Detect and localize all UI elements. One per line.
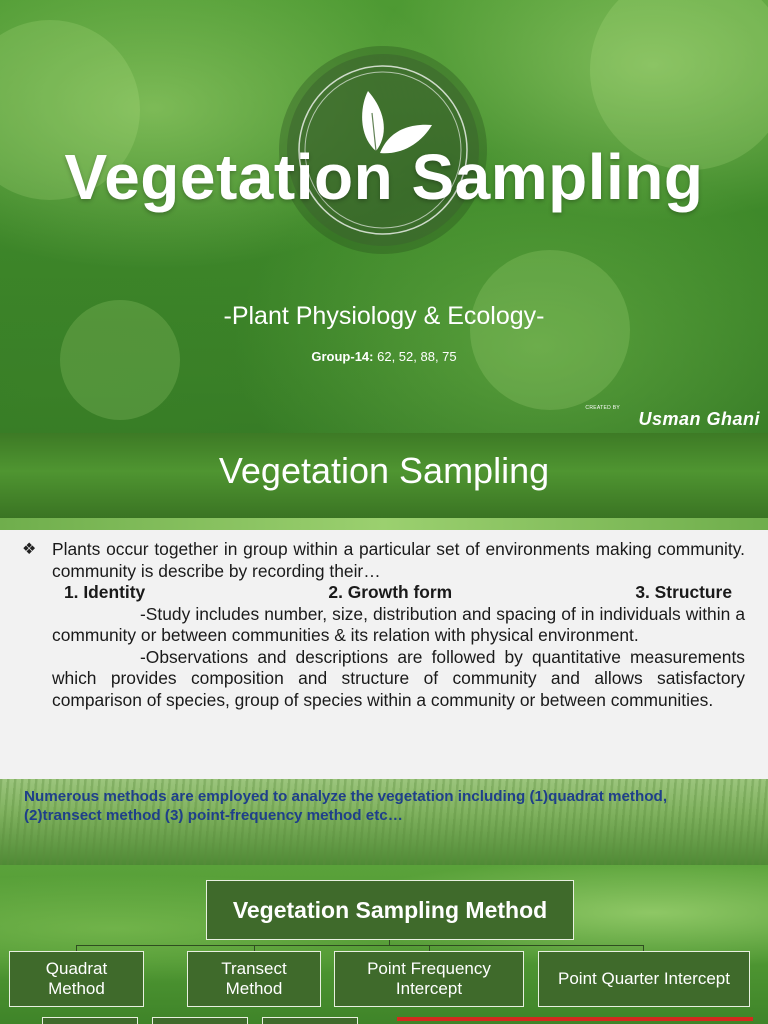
point-identity: 1. Identity — [64, 582, 146, 602]
slide-header — [0, 433, 768, 518]
transect-method-box — [187, 951, 321, 1007]
point-quarter-box — [538, 951, 750, 1007]
credit-label: CREATED BY — [585, 405, 620, 411]
diamond-bullet-icon: ❖ — [22, 541, 37, 558]
method-label: Method — [48, 979, 105, 998]
methods-summary: Numerous methods are employed to analyze the vegetation including (1)quadrat method, (2)transect method (3) point-frequency method etc… — [24, 788, 668, 824]
slide-title: Vegetation Sampling — [64, 141, 704, 213]
slide-footer — [0, 779, 768, 865]
group-numbers: 62, 52, 88, 75 — [373, 349, 457, 364]
author-name: Usman Ghani — [638, 409, 760, 429]
diagram-slide — [0, 865, 768, 1024]
method-label: Quadrat — [45, 959, 108, 978]
intro-text: Plants occur together in group within a particular set of environments making community. community is describe by recording their… — [52, 539, 745, 581]
study-paragraph: -Study includes number, size, distribution and spacing of in individuals within a community or between communities & its relation with physical environment. — [52, 603, 745, 645]
content-slide — [0, 433, 768, 865]
sub-method-box — [42, 1017, 138, 1024]
recording-points — [52, 582, 745, 604]
slide-heading: Vegetation Sampling — [218, 450, 550, 491]
method-label: Transect — [221, 959, 287, 978]
method-label: Intercept — [395, 979, 463, 998]
slide-subtitle: -Plant Physiology & Ecology- — [223, 302, 545, 330]
group-info — [0, 349, 768, 364]
observation-paragraph: -Observations and descriptions are followed by quantitative measurements which provides composition and structure of community and allows satisfactory comparison of species, group of species within a community or between communities. — [52, 646, 745, 710]
method-label: Point Frequency — [367, 959, 491, 978]
connector-line — [76, 945, 644, 946]
method-label: Method — [225, 979, 283, 998]
root-method-box: Vegetation Sampling Method — [206, 880, 574, 940]
accent-line — [397, 1017, 753, 1021]
method-label: Point Quarter Intercept — [558, 969, 730, 988]
sub-method-box — [152, 1017, 248, 1024]
point-structure: 3. Structure — [635, 582, 732, 602]
point-frequency-box — [334, 951, 524, 1007]
slide-body — [22, 539, 745, 711]
title-slide — [0, 0, 768, 433]
group-label: Group-14: — [311, 349, 374, 364]
header-divider — [0, 518, 768, 530]
quadrat-method-box — [9, 951, 144, 1007]
sub-method-box — [262, 1017, 358, 1024]
point-growth-form: 2. Growth form — [328, 582, 453, 602]
